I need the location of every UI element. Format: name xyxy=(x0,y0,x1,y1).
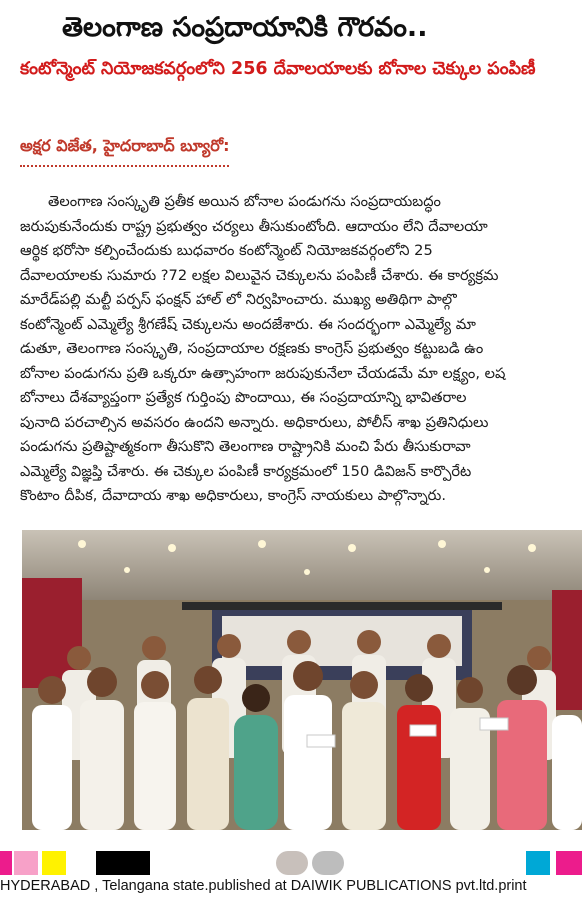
color-swatch-black xyxy=(96,851,150,875)
color-swatch-gray-2 xyxy=(312,851,344,875)
body-line: దేవాలయాలకు సుమారు ?72 లక్షల విలువైన చెక్కులను పంపిణీ చేశారు. ఈ కార్యక్రమ xyxy=(20,266,499,284)
color-swatch-yellow xyxy=(42,851,66,875)
color-swatch-pink xyxy=(14,851,38,875)
publication-footer: HYDERABAD , Telangana state.published at DAIWIK PUBLICATIONS pvt.ltd.print xyxy=(0,878,527,894)
color-swatch-magenta xyxy=(0,851,12,875)
body-line: బోనాల పండుగను ప్రతి ఒక్కరూ ఉత్సాహంగా జరుపుకునేలా చేయడమే మా లక్ష్యం, లష xyxy=(20,364,506,382)
body-line: ఆర్థిక భరోసా కల్పించేందుకు బుధవారం కంటోన్మెంట్ నియోజకవర్గంలోని 25 xyxy=(20,242,433,259)
body-line: కంటోన్మెంట్ ఎమ్మెల్యే శ్రీగణేష్ చెక్కులను అందజేశారు. ఈ సందర్భంగా ఎమ్మెల్యే మా xyxy=(20,315,476,333)
body-line: కొంటాం దీపిక, దేవాదాయ శాఖ అధికారులు, కాంగ్రెస్ నాయకులు పాల్గొన్నారు. xyxy=(20,487,446,504)
print-registration-marks xyxy=(0,851,582,877)
body-line: బోనాలు దేశవ్యాప్తంగా ప్రత్యేక గుర్తింపు పొందాయి, ఈ సంప్రదాయాన్ని భావితరాల xyxy=(20,389,467,406)
body-line: జరుపుకునేందుకు రాష్ట్ర ప్రభుత్వం చర్యలు తీసుకుంటోంది. ఆదాయం లేని దేవాలయా xyxy=(20,217,488,235)
body-line: పునాది పరచాల్సిన అవసరం ఉందని అన్నారు. అధికారులు, పోలీస్ శాఖ ప్రతినిధులు xyxy=(20,413,489,431)
color-swatch-magenta-2 xyxy=(556,851,582,875)
group-photo-illustration xyxy=(22,530,582,830)
byline: అక్షర విజేత, హైదరాబాద్ బ్యూరో: xyxy=(20,136,229,167)
body-line: పండుగను ప్రతిష్టాత్మకంగా తీసుకొని తెలంగాణ రాష్ట్రానికి మంచి పేరు తీసుకురావా xyxy=(20,438,471,455)
event-photo xyxy=(22,530,582,830)
color-swatch-cyan xyxy=(526,851,550,875)
subheadline: కంటోన్మెంట్ నియోజకవర్గంలోని 256 దేవాలయాలకు బోనాల చెక్కుల పంపిణీ xyxy=(20,59,536,79)
body-line: ఎమ్మెల్యే విజ్ఞప్తి చేశారు. ఈ చెక్కుల పంపిణీ కార్యక్రమంలో 150 డివిజన్ కార్పొరేట xyxy=(20,462,472,480)
body-line: మారేడ్‌పల్లి మల్టీ పర్పస్ ఫంక్షన్ హాల్ లో నిర్వహించారు. ముఖ్య అతిథిగా పాల్గొ xyxy=(20,291,457,308)
article-body xyxy=(20,190,582,526)
color-swatch-gray-1 xyxy=(276,851,308,875)
body-line: తెలంగాణ సంస్కృతి ప్రతీక అయిన బోనాల పండుగను సంప్రదాయబద్ధం xyxy=(48,193,441,210)
body-line: డుతూ, తెలంగాణ సంస్కృతి, సంప్రదాయాల రక్షణకు కాంగ్రెస్ ప్రభుత్వం కట్టుబడి ఉం xyxy=(20,340,484,357)
headline: తెలంగాణ సంప్రదాయానికి గౌరవం.. xyxy=(62,12,428,43)
